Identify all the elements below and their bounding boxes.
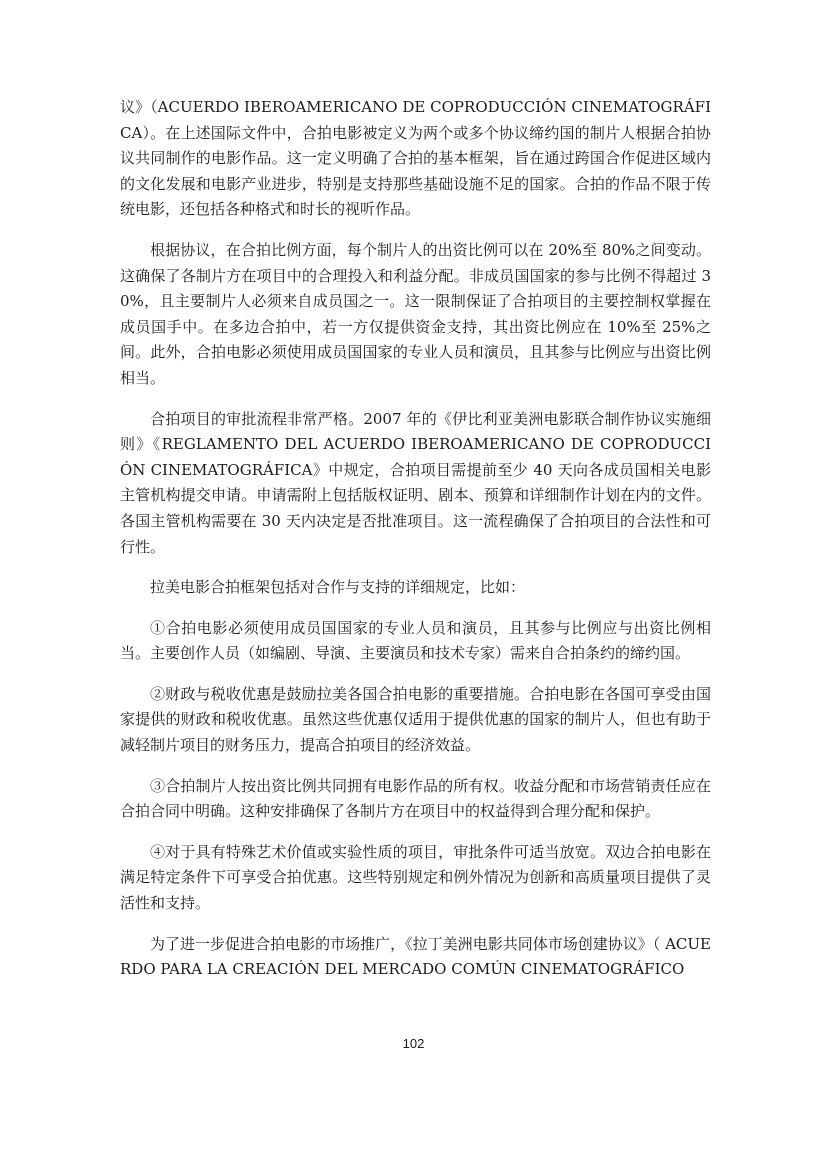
body-text (120, 95, 711, 998)
paragraph-approval-process: 合拍项目的审批流程非常严格。2007 年的《伊比利亚美洲电影联合制作协议实施细则》《REGLAMENTO DEL ACUERDO IBEROAMERICANO DE COPRODUCCIÓN CINEMATOGRÁFICA》中规定，合拍项目需提前至少 40 天向各成员国相关电影主管机构提交申请。申请需附上包括版权证明、剧本、预算和详细制作计划在内的文件。各国主管机构需要在 30 天内决定是否批准项目。这一流程确保了合拍项目的合法性和可行性。 (120, 409, 711, 556)
paragraph-market-promotion: 为了进一步促进合拍电影的市场推广，《拉丁美洲电影共同体市场创建协议》（ ACUERDO PARA LA CREACIÓN DEL MERCADO COMÚN CINEMATOGRÁFICO (120, 934, 711, 979)
list-item-2: ②财政与税收优惠是鼓励拉美各国合拍电影的重要措施。合拍电影在各国可享受由国家提供的财政和税收优惠。虽然这些优惠仅适用于提供优惠的国家的制片人，但也有助于减轻制片项目的财务压力，提高合拍项目的经济效益。 (120, 684, 711, 755)
list-item-3: ③合拍制片人按出资比例共同拥有电影作品的所有权。收益分配和市场营销责任应在合拍合同中明确。这种安排确保了各制片方在项目中的权益得到合理分配和保护。 (120, 776, 711, 821)
paragraph-framework-intro: 拉美电影合拍框架包括对合作与支持的详细规定，比如： (150, 578, 526, 597)
list-item-4: ④对于具有特殊艺术价值或实验性质的项目，审批条件可适当放宽。双边合拍电影在满足特定条件下可享受合拍优惠。这些特别规定和例外情况为创新和高质量项目提供了灵活性和支持。 (120, 842, 711, 913)
list-item-1: ①合拍电影必须使用成员国国家的专业人员和演员，且其参与比例应与出资比例相当。主要创作人员（如编剧、导演、主要演员和技术专家）需来自合拍条约的缔约国。 (120, 618, 711, 663)
page-number: 102 (402, 1036, 425, 1051)
paragraph-coproduction-ratio: 根据协议，在合拍比例方面，每个制片人的出资比例可以在 20%至 80%之间变动。这确保了各制片方在项目中的合理投入和利益分配。非成员国国家的参与比例不得超过 30%，且主要制片人必须来自成员国之一。这一限制保证了合拍项目的主要控制权掌握在成员国手中。在多边合拍中，若一方仅提供资金支持，其出资比例应在 10%至 25%之间。此外，合拍电影必须使用成员国国家的专业人员和演员，且其参与比例应与出资比例相当。 (120, 240, 711, 387)
paragraph-continuation: 议》（ACUERDO IBEROAMERICANO DE COPRODUCCIÓN CINEMATOGRÁFICA）。在上述国际文件中，合拍电影被定义为两个或多个协议缔约国的制片人根据合拍协议共同制作的电影作品。这一定义明确了合拍的基本框架，旨在通过跨国合作促进区域内的文化发展和电影产业进步，特别是支持那些基础设施不足的国家。合拍的作品不限于传统电影，还包括各种格式和时长的视听作品。 (120, 98, 711, 219)
